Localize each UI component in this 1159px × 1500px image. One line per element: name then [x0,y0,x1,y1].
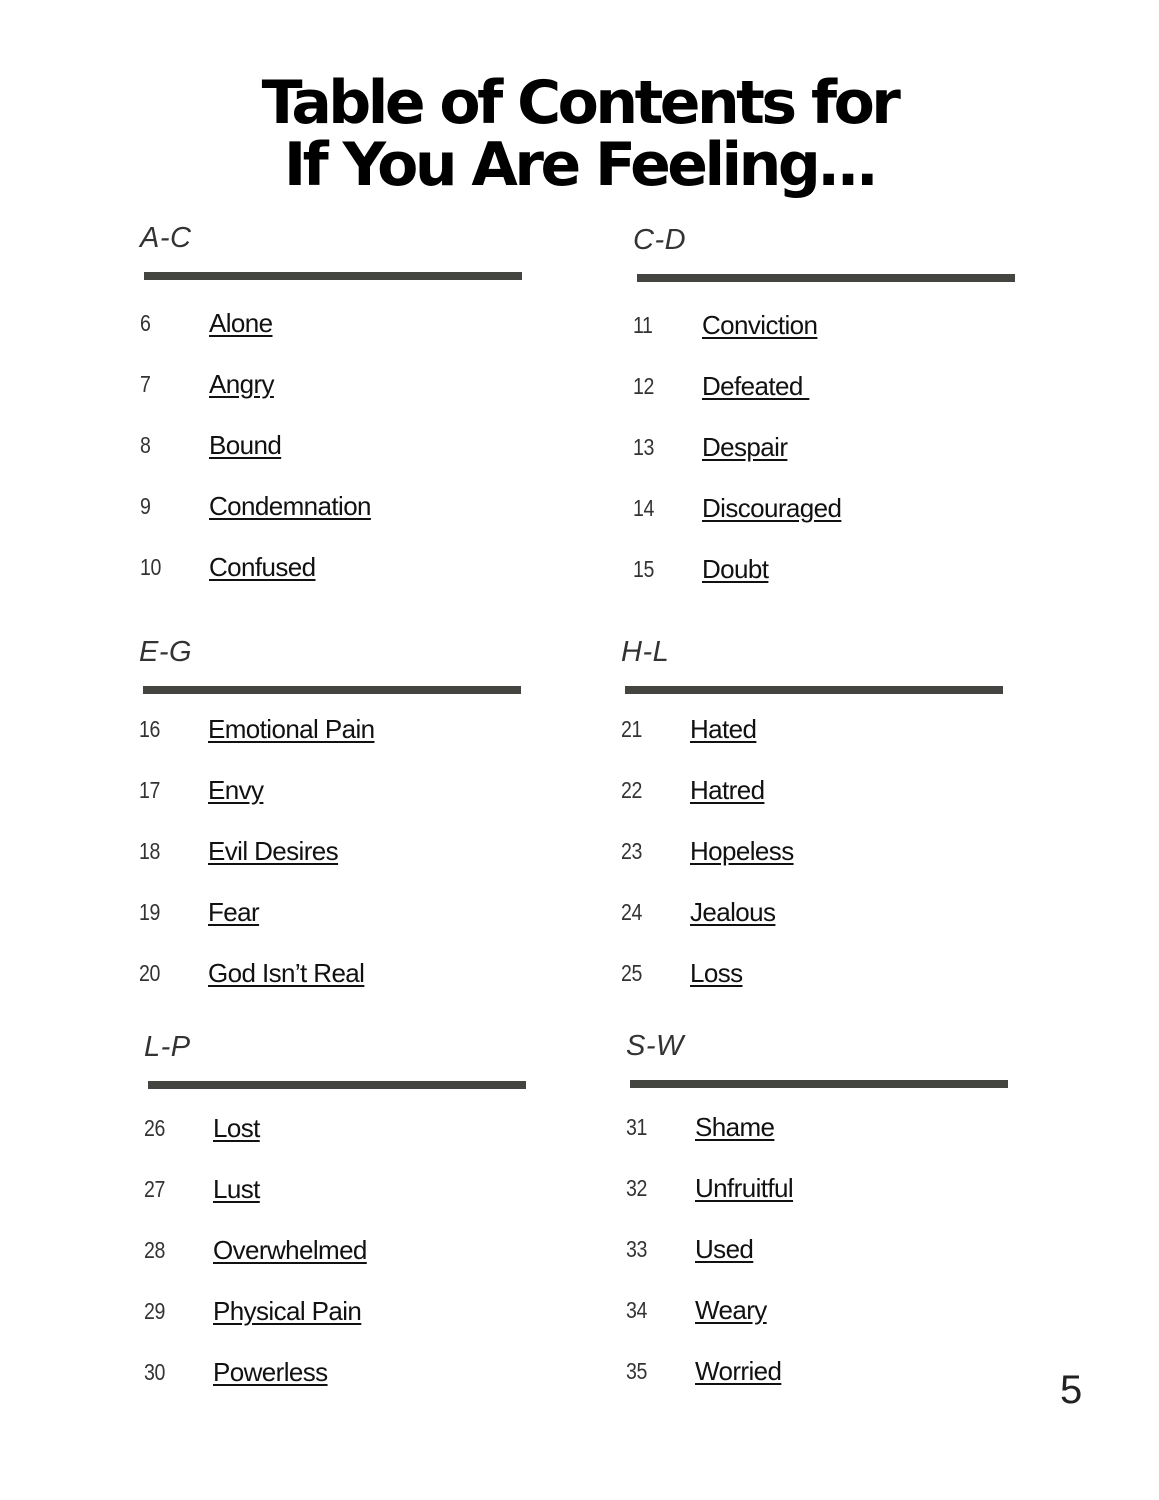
toc-entry [140,554,540,594]
section-a-c [140,222,540,602]
toc-link-hatred[interactable]: Hatred [690,775,765,805]
toc-page-number: 18 [139,838,160,864]
toc-link-alone[interactable]: Alone [209,308,273,338]
toc-link-physical-pain[interactable]: Physical Pain [213,1296,362,1326]
section-heading: S-W [626,1030,684,1062]
section-heading: H-L [621,636,670,668]
toc-page-number: 27 [144,1176,165,1202]
toc-page-number: 7 [140,371,151,397]
toc-page-number: 29 [144,1298,165,1324]
toc-page-number: 6 [140,310,151,336]
toc-page-number: 26 [144,1115,165,1141]
toc-page-number: 8 [140,432,151,458]
toc-link-angry[interactable]: Angry [209,369,274,399]
section-divider [630,1080,1008,1088]
toc-entry [633,556,1033,596]
section-h-l [621,636,1021,1016]
toc-entry [626,1114,1026,1154]
toc-page-number: 13 [633,434,654,460]
toc-link-loss[interactable]: Loss [690,958,743,988]
toc-page-number: 10 [140,554,161,580]
toc-page-number: 28 [144,1237,165,1263]
toc-link-despair[interactable]: Despair [702,432,788,462]
toc-link-conviction[interactable]: Conviction [702,310,818,340]
toc-entry [139,838,539,878]
toc-link-used[interactable]: Used [695,1234,754,1264]
toc-entry [621,838,1021,878]
toc-entry [144,1359,544,1399]
toc-entry [140,432,540,472]
toc-link-emotional-pain[interactable]: Emotional Pain [208,714,375,744]
section-heading: L-P [144,1031,191,1063]
toc-link-doubt[interactable]: Doubt [702,554,769,584]
section-s-w [626,1030,1026,1410]
toc-link-shame[interactable]: Shame [695,1112,775,1142]
toc-link-confused[interactable]: Confused [209,552,316,582]
toc-link-hated[interactable]: Hated [690,714,757,744]
toc-page-number: 11 [633,312,653,338]
toc-entry [633,312,1033,352]
toc-link-discouraged[interactable]: Discouraged [702,493,842,523]
section-heading: C-D [633,224,687,256]
toc-entry [633,373,1033,413]
toc-entry [144,1237,544,1277]
toc-page-number: 23 [621,838,642,864]
toc-entry [621,777,1021,817]
toc-entry [626,1175,1026,1215]
toc-entry [144,1176,544,1216]
toc-link-god-isnt-real[interactable]: God Isn’t Real [208,958,365,988]
toc-link-powerless[interactable]: Powerless [213,1357,328,1387]
section-c-d [633,224,1033,604]
toc-page-number: 9 [140,493,151,519]
toc-entry [633,434,1033,474]
page-title [0,68,1159,200]
section-heading: E-G [139,636,193,668]
toc-link-lost[interactable]: Lost [213,1113,260,1143]
toc-link-hopeless[interactable]: Hopeless [690,836,794,866]
toc-page-number: 35 [626,1358,647,1384]
toc-entry [140,371,540,411]
toc-entry [626,1236,1026,1276]
toc-link-unfruitful[interactable]: Unfruitful [695,1173,794,1203]
toc-link-worried[interactable]: Worried [695,1356,782,1386]
toc-page-number: 15 [633,556,654,582]
section-e-g [139,636,539,1016]
toc-page-number: 16 [139,716,160,742]
toc-page-number: 30 [144,1359,165,1385]
toc-entry [626,1358,1026,1398]
toc-link-jealous[interactable]: Jealous [690,897,776,927]
toc-link-fear[interactable]: Fear [208,897,260,927]
page-title-line-1: Table of Contents for [261,68,898,138]
section-divider [143,686,521,694]
toc-page-number: 12 [633,373,654,399]
toc-page-number: 34 [626,1297,647,1323]
toc-page-number: 14 [633,495,654,521]
toc-entry [626,1297,1026,1337]
toc-page-number: 32 [626,1175,647,1201]
toc-page-number: 24 [621,899,642,925]
toc-page-number: 21 [621,716,642,742]
section-heading: A-C [140,222,192,254]
toc-entry [633,495,1033,535]
toc-page-number: 33 [626,1236,647,1262]
section-divider [148,1081,526,1089]
toc-entry [139,716,539,756]
section-divider [144,272,522,280]
toc-link-evil-desires[interactable]: Evil Desires [208,836,339,866]
toc-link-overwhelmed[interactable]: Overwhelmed [213,1235,367,1265]
toc-link-condemnation[interactable]: Condemnation [209,491,371,521]
page-title-line-2: If You Are Feeling... [283,130,876,200]
toc-link-bound[interactable]: Bound [209,430,282,460]
toc-entry [621,899,1021,939]
toc-link-lust[interactable]: Lust [213,1174,260,1204]
toc-entry [621,960,1021,1000]
toc-link-envy[interactable]: Envy [208,775,264,805]
toc-entry [139,960,539,1000]
toc-page-number: 25 [621,960,642,986]
toc-entry [144,1298,544,1338]
toc-entry [144,1115,544,1155]
section-divider [637,274,1015,282]
toc-link-defeated[interactable]: Defeated [702,371,810,401]
page-number: 5 [1060,1368,1083,1412]
section-l-p [144,1031,544,1411]
toc-entry [139,777,539,817]
toc-page-number: 20 [139,960,160,986]
toc-entry [621,716,1021,756]
toc-entry [140,493,540,533]
section-divider [625,686,1003,694]
toc-link-weary[interactable]: Weary [695,1295,767,1325]
toc-page-number: 31 [626,1114,647,1140]
toc-page-number: 17 [139,777,160,803]
toc-entry [139,899,539,939]
toc-page-number: 22 [621,777,642,803]
toc-entry [140,310,540,350]
toc-page-number: 19 [139,899,160,925]
